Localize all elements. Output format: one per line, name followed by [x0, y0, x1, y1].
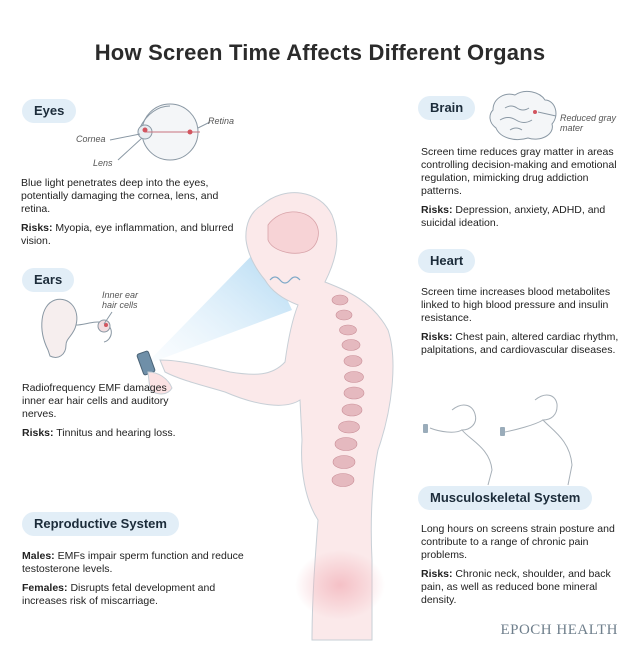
musculoskeletal-heading: Musculoskeletal System — [418, 486, 592, 510]
males-text: EMFs impair sperm function and reduce testosterone levels. — [22, 550, 244, 575]
eyes-heading: Eyes — [22, 99, 76, 123]
heart-risks — [421, 331, 631, 357]
ears-risks — [22, 427, 192, 440]
epoch-health-logo: EPOCH HEALTH — [500, 622, 618, 638]
cornea-caption: Cornea — [76, 134, 106, 144]
males-label: Males: — [22, 550, 55, 562]
musculoskeletal-description — [421, 523, 626, 613]
eyes-text: Blue light penetrates deep into the eyes, potentially damaging the cornea, lens, and retina. — [21, 177, 219, 215]
brain-diagram-icon — [490, 91, 556, 139]
ears-heading: Ears — [22, 268, 74, 292]
brain-risks — [421, 204, 626, 230]
reproductive-description — [22, 550, 257, 614]
musculoskeletal-risks-text: Chronic neck, shoulder, and back pain, as well as reduced bone mineral density. — [421, 568, 611, 606]
reduced-gray-caption: Reduced gray mater — [560, 113, 617, 133]
lens-caption: Lens — [93, 158, 113, 168]
page-title: How Screen Time Affects Different Organs — [94, 40, 546, 65]
brain-heading: Brain — [418, 96, 475, 120]
heart-risks-label: Risks: — [421, 331, 453, 343]
phone-icon — [137, 351, 156, 376]
eyes-risks-text: Myopia, eye inflammation, and blurred vision. — [21, 222, 234, 247]
eyes-risks — [21, 222, 246, 248]
reproductive-males — [22, 550, 257, 576]
reproductive-females — [22, 582, 257, 608]
heart-risks-text: Chest pain, altered cardiac rhythm, palpitations, and cardiovascular diseases. — [421, 331, 619, 356]
head-brain-icon — [268, 212, 318, 253]
reproductive-heading: Reproductive System — [22, 512, 179, 536]
brain-risks-label: Risks: — [421, 204, 453, 216]
eyes-description — [21, 177, 246, 254]
heart-heading: Heart — [418, 249, 475, 273]
brain-risks-text: Depression, anxiety, ADHD, and suicidal ideation. — [421, 204, 606, 229]
musculoskeletal-text: Long hours on screens strain posture and contribute to a range of chronic pain problems. — [421, 523, 615, 561]
ears-risks-label: Risks: — [22, 427, 54, 439]
ears-risks-text: Tinnitus and hearing loss. — [53, 427, 176, 439]
posture-figures-icon — [423, 395, 572, 485]
eyes-risks-label: Risks: — [21, 222, 53, 234]
heart-text: Screen time increases blood metabolites linked to high blood pressure and insulin resistance. — [421, 286, 611, 324]
inner-ear-caption: Inner ear hair cells — [102, 290, 139, 310]
musculoskeletal-risks-label: Risks: — [421, 568, 453, 580]
brain-description — [421, 146, 626, 236]
retina-caption: Retina — [208, 116, 235, 126]
eye-diagram-icon — [110, 104, 210, 160]
females-text: Disrupts fetal development and increases risk of miscarriage. — [22, 582, 216, 607]
brain-text: Screen time reduces gray matter in areas controlling decision-making and emotional regulation, mimicking drug addiction patterns. — [421, 146, 617, 197]
musculoskeletal-risks — [421, 568, 626, 607]
ears-text: Radiofrequency EMF damages inner ear hair cells and auditory nerves. — [22, 382, 169, 420]
females-label: Females: — [22, 582, 68, 594]
heart-description — [421, 286, 631, 363]
pelvis-glow — [295, 550, 385, 620]
ears-description — [22, 382, 192, 446]
